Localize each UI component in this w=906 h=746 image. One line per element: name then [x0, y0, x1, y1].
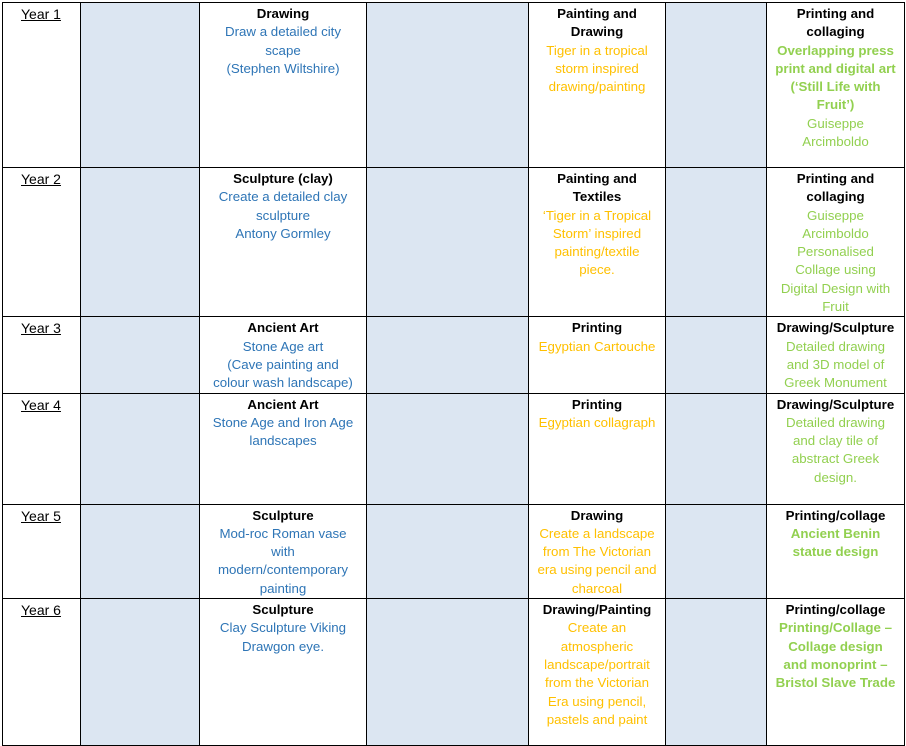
year-label: Year 4 — [21, 396, 61, 413]
summer-title: Printing and collaging — [796, 171, 875, 205]
autumn-text-line: Stone Age and Iron Age landscapes — [212, 414, 354, 449]
year-cell — [3, 3, 81, 168]
summer-cell — [767, 599, 905, 746]
shaded-cell — [666, 168, 767, 317]
table-row — [3, 3, 905, 168]
year-label: Year 2 — [21, 171, 61, 187]
spring-text-line: Create a landscape from The Victorian era using pencil and charcoal — [537, 525, 657, 596]
spring-title: Painting and Drawing — [557, 6, 637, 40]
year-cell — [3, 317, 81, 393]
autumn-text-line: (Stephen Wiltshire) — [226, 60, 340, 76]
summer-title: Drawing/Sculpture — [776, 320, 895, 336]
shaded-cell — [81, 393, 200, 504]
shaded-cell — [81, 317, 200, 393]
shaded-cell — [81, 504, 200, 598]
summer-text-line: Guiseppe Arcimboldo — [802, 207, 869, 241]
year-label: Year 1 — [21, 6, 61, 22]
autumn-title: Ancient Art — [247, 320, 319, 336]
year-cell — [3, 168, 81, 317]
autumn-title: Sculpture — [252, 507, 314, 523]
year-cell — [3, 504, 81, 598]
summer-title: Printing/collage — [785, 602, 886, 618]
autumn-cell — [200, 504, 367, 598]
year-cell — [3, 599, 81, 746]
autumn-cell — [200, 393, 367, 504]
table-row — [3, 599, 905, 746]
table-body — [3, 3, 905, 746]
spring-text-line: Tiger in a tropical storm inspired drawing/painting — [546, 42, 648, 95]
spring-cell — [529, 3, 666, 168]
spring-text-line: Create an atmospheric landscape/portrait from the Victorian Era using pencil, pastels and paint — [544, 620, 650, 727]
shaded-cell — [367, 504, 529, 598]
spring-text-line: Egyptian Cartouche — [538, 338, 656, 354]
summer-cell — [767, 504, 905, 598]
curriculum-table — [2, 2, 905, 746]
spring-title: Drawing — [570, 507, 624, 523]
autumn-text-line: (Cave painting and colour wash landscape) — [213, 356, 353, 391]
autumn-cell — [200, 317, 367, 393]
autumn-cell — [200, 3, 367, 168]
spring-title: Drawing/Painting — [542, 602, 652, 618]
spring-text-line: Egyptian collagraph — [538, 414, 656, 430]
year-label: Year 5 — [21, 507, 61, 524]
summer-text-line: Detailed drawing and clay tile of abstract Greek design. — [785, 414, 886, 485]
summer-title: Printing and collaging — [796, 6, 875, 40]
shaded-cell — [367, 3, 529, 168]
spring-title: Painting and Textiles — [557, 171, 637, 205]
summer-cell — [767, 3, 905, 168]
shaded-cell — [81, 168, 200, 317]
summer-text-line: Detailed drawing and 3D model of Greek Monument — [784, 338, 887, 391]
table-row — [3, 504, 905, 598]
autumn-text-line: Draw a detailed city scape — [224, 24, 342, 58]
shaded-cell — [666, 599, 767, 746]
shaded-cell — [666, 393, 767, 504]
year-label: Year 3 — [21, 320, 61, 337]
autumn-text-line: Mod-roc Roman vase with modern/contemporary painting — [217, 525, 349, 596]
table-row — [3, 317, 905, 393]
summer-title: Printing/collage — [785, 507, 886, 523]
summer-cell — [767, 317, 905, 393]
autumn-title: Sculpture (clay) — [233, 171, 333, 186]
summer-highlight: Overlapping press print and digital art (‘Still Life with Fruit’) — [775, 42, 896, 113]
summer-cell — [767, 168, 905, 317]
shaded-cell — [666, 504, 767, 598]
spring-title: Printing — [571, 320, 623, 336]
shaded-cell — [81, 3, 200, 168]
autumn-text-line: Clay Sculpture Viking Drawgon eye. — [219, 620, 347, 654]
shaded-cell — [367, 393, 529, 504]
spring-cell — [529, 393, 666, 504]
summer-text-line: Guiseppe Arcimboldo — [802, 115, 869, 150]
autumn-text-line: Antony Gormley — [235, 225, 331, 241]
autumn-title: Drawing — [256, 6, 310, 21]
shaded-cell — [367, 168, 529, 317]
summer-highlight: Printing/Collage – Collage design and monoprint – Bristol Slave Trade — [775, 620, 896, 691]
shaded-cell — [367, 599, 529, 746]
shaded-cell — [666, 3, 767, 168]
autumn-title: Ancient Art — [247, 396, 319, 412]
summer-cell — [767, 393, 905, 504]
spring-cell — [529, 599, 666, 746]
autumn-cell — [200, 599, 367, 746]
shaded-cell — [81, 599, 200, 746]
autumn-text-line: Stone Age art — [242, 338, 324, 354]
summer-text-line: Personalised Collage using Digital Design with Fruit — [780, 244, 891, 315]
autumn-text-line: Create a detailed clay sculpture — [218, 189, 348, 223]
spring-text-line: ‘Tiger in a Tropical Storm’ inspired painting/textile piece. — [542, 207, 652, 278]
year-cell — [3, 393, 81, 504]
summer-highlight: Ancient Benin statue design — [790, 525, 881, 560]
table-row — [3, 393, 905, 504]
year-label: Year 6 — [21, 602, 61, 619]
shaded-cell — [367, 317, 529, 393]
spring-cell — [529, 504, 666, 598]
table-row — [3, 168, 905, 317]
summer-title: Drawing/Sculpture — [776, 396, 895, 412]
spring-cell — [529, 168, 666, 317]
spring-cell — [529, 317, 666, 393]
autumn-title: Sculpture — [252, 602, 314, 618]
spring-title: Printing — [571, 396, 623, 412]
shaded-cell — [666, 317, 767, 393]
autumn-cell — [200, 168, 367, 317]
